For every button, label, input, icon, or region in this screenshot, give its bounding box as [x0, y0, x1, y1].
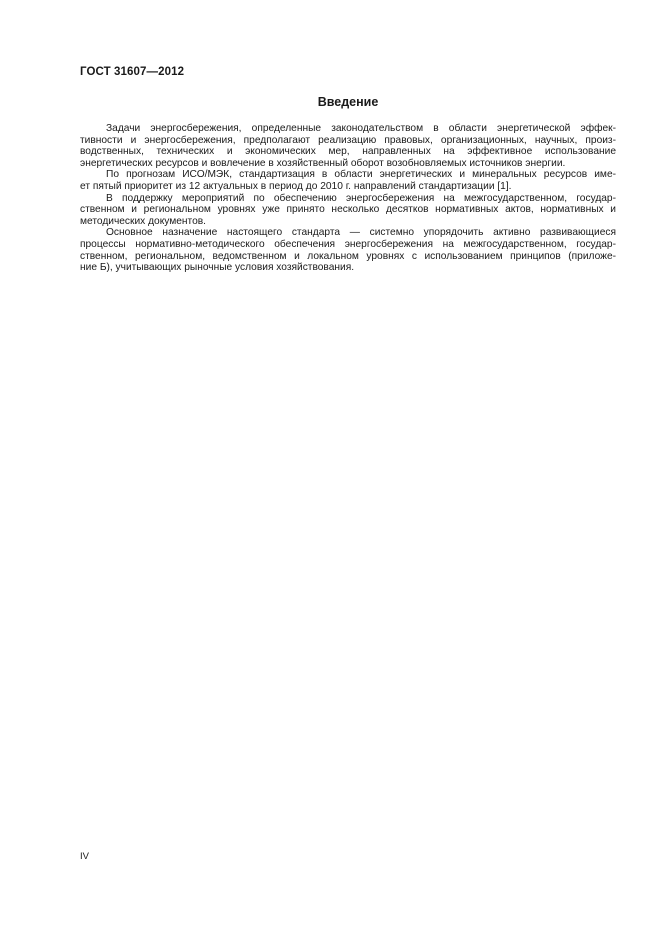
paragraph-support-measures	[80, 193, 616, 228]
page-number: IV	[80, 851, 89, 862]
text-line: Основное назначение настоящего стандарта — системно упорядочить активно развивающиеся	[106, 227, 616, 239]
text-line: ет пятый приоритет из 12 актуальных в период до 2010 г. направлений стандартизации [1].	[80, 180, 512, 192]
text-line: ственном и региональном уровнях уже принято несколько десятков нормативных актов, нормативных и	[80, 204, 616, 216]
document-code-header: ГОСТ 31607—2012	[80, 66, 185, 78]
paragraph-iso-iec-forecast	[80, 169, 616, 192]
introduction-body	[80, 123, 616, 274]
text-line: По прогнозам ИСО/МЭК, стандартизация в области энергетических и минеральных ресурсов име-	[106, 169, 616, 181]
text-line: процессы нормативно-методического обеспечения энергосбережения на межгосударственном, государ-	[80, 238, 616, 250]
paragraph-standard-purpose	[80, 227, 616, 273]
text-line: ние Б), учитывающих рыночные условия хозяйствования.	[80, 262, 355, 274]
text-line: ственном, региональном, ведомственном и локальном уровнях с использованием принципов (приложе-	[80, 250, 616, 262]
text-line: Задачи энергосбережения, определенные законодательством в области энергетической эффек-	[106, 123, 616, 134]
text-line: методических документов.	[80, 215, 207, 227]
text-line: энергетических ресурсов и вовлечение в хозяйственный оборот возобновляемых источников энергии.	[80, 157, 566, 169]
text-line: водственных, технических и экономических мер, направленных на эффективное использование	[80, 146, 616, 158]
section-title: Введение	[317, 95, 379, 109]
paragraph-energy-saving-tasks	[80, 123, 616, 169]
text-line: тивности и энергосбережения, предполагают реализацию правовых, организационных, научных, произ-	[80, 134, 616, 146]
text-line: В поддержку мероприятий по обеспечению энергосбережения на межгосударственном, государ-	[106, 192, 616, 204]
